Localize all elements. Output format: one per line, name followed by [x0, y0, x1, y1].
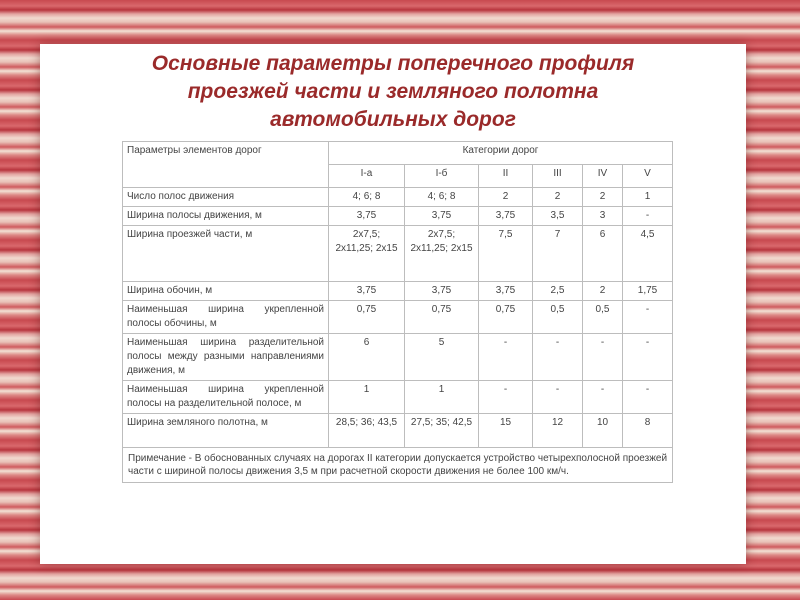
table-row: [123, 381, 673, 414]
cell-value: 3,75: [329, 207, 405, 226]
row-param: Ширина обочин, м: [123, 282, 329, 301]
table-note: Примечание - В обоснованных случаях на дорогах II категории допускается устройство четырехполосной проезжей части с шириной полосы движения 3,5 м при расчетной скорости движения не более 100 км/ч.: [123, 448, 673, 483]
cell-value: 8: [623, 414, 673, 448]
cell-value: 0,75: [329, 301, 405, 334]
slide: [40, 44, 746, 564]
cell-value: 12: [533, 414, 583, 448]
cell-value: 2: [583, 282, 623, 301]
table-row: [123, 188, 673, 207]
cell-value: -: [479, 334, 533, 381]
category-header: III: [533, 165, 583, 188]
cell-value: -: [533, 381, 583, 414]
cell-value: 1: [623, 188, 673, 207]
cell-value: 3,75: [405, 207, 479, 226]
cell-value: 3,75: [329, 282, 405, 301]
row-param: Наименьшая ширина укрепленной полосы обочины, м: [123, 301, 329, 334]
cell-value: 0,75: [405, 301, 479, 334]
slide-title: [40, 50, 746, 134]
cell-value: 7: [533, 226, 583, 282]
cell-value: 10: [583, 414, 623, 448]
cell-value: 2х7,5; 2х11,25; 2х15: [405, 226, 479, 282]
cell-value: 6: [329, 334, 405, 381]
cell-value: 4,5: [623, 226, 673, 282]
cell-value: 27,5; 35; 42,5: [405, 414, 479, 448]
title-line-2: проезжей части и земляного полотна: [187, 80, 599, 103]
cell-value: -: [583, 381, 623, 414]
cell-value: -: [623, 301, 673, 334]
row-param: Ширина земляного полотна, м: [123, 414, 329, 448]
cell-value: 1: [405, 381, 479, 414]
cell-value: -: [583, 334, 623, 381]
cell-value: 4; 6; 8: [329, 188, 405, 207]
row-param: Число полос движения: [123, 188, 329, 207]
row-param: Ширина проезжей части, м: [123, 226, 329, 282]
cell-value: 1: [329, 381, 405, 414]
cell-value: 6: [583, 226, 623, 282]
row-param: Наименьшая ширина разделительной полосы между разными направлениями движения, м: [123, 334, 329, 381]
cell-value: 28,5; 36; 43,5: [329, 414, 405, 448]
cell-value: 2: [583, 188, 623, 207]
cell-value: 0,75: [479, 301, 533, 334]
cell-value: 3,75: [479, 207, 533, 226]
cell-value: 2,5: [533, 282, 583, 301]
row-param: Ширина полосы движения, м: [123, 207, 329, 226]
cell-value: 15: [479, 414, 533, 448]
table-row: [123, 282, 673, 301]
cell-value: -: [533, 334, 583, 381]
cell-value: 4; 6; 8: [405, 188, 479, 207]
parameters-table-container: [122, 141, 672, 483]
table-row: [123, 226, 673, 282]
cell-value: 3: [583, 207, 623, 226]
table-row: [123, 334, 673, 381]
cell-value: 2х7,5; 2х11,25; 2х15: [329, 226, 405, 282]
row-param: Наименьшая ширина укрепленной полосы на разделительной полосе, м: [123, 381, 329, 414]
cell-value: 7,5: [479, 226, 533, 282]
category-header: V: [623, 165, 673, 188]
cell-value: 1,75: [623, 282, 673, 301]
category-header: I-а: [329, 165, 405, 188]
table-row: [123, 414, 673, 448]
cell-value: -: [479, 381, 533, 414]
table-row: [123, 207, 673, 226]
cell-value: -: [623, 381, 673, 414]
cell-value: -: [623, 207, 673, 226]
category-header: I-б: [405, 165, 479, 188]
category-header: II: [479, 165, 533, 188]
cell-value: 2: [479, 188, 533, 207]
param-header: Параметры элементов дорог: [123, 142, 329, 188]
table-note-row: [123, 448, 673, 483]
cell-value: -: [623, 334, 673, 381]
cell-value: 3,5: [533, 207, 583, 226]
parameters-table: [122, 141, 673, 483]
cell-value: 2: [533, 188, 583, 207]
cell-value: 0,5: [583, 301, 623, 334]
table-row: [123, 301, 673, 334]
title-line-3: автомобильных дорог: [270, 108, 516, 131]
cell-value: 5: [405, 334, 479, 381]
cell-value: 3,75: [479, 282, 533, 301]
cell-value: 0,5: [533, 301, 583, 334]
category-header: IV: [583, 165, 623, 188]
cell-value: 3,75: [405, 282, 479, 301]
categories-header: Категории дорог: [329, 142, 673, 165]
title-line-1: Основные параметры поперечного профиля: [151, 52, 635, 75]
